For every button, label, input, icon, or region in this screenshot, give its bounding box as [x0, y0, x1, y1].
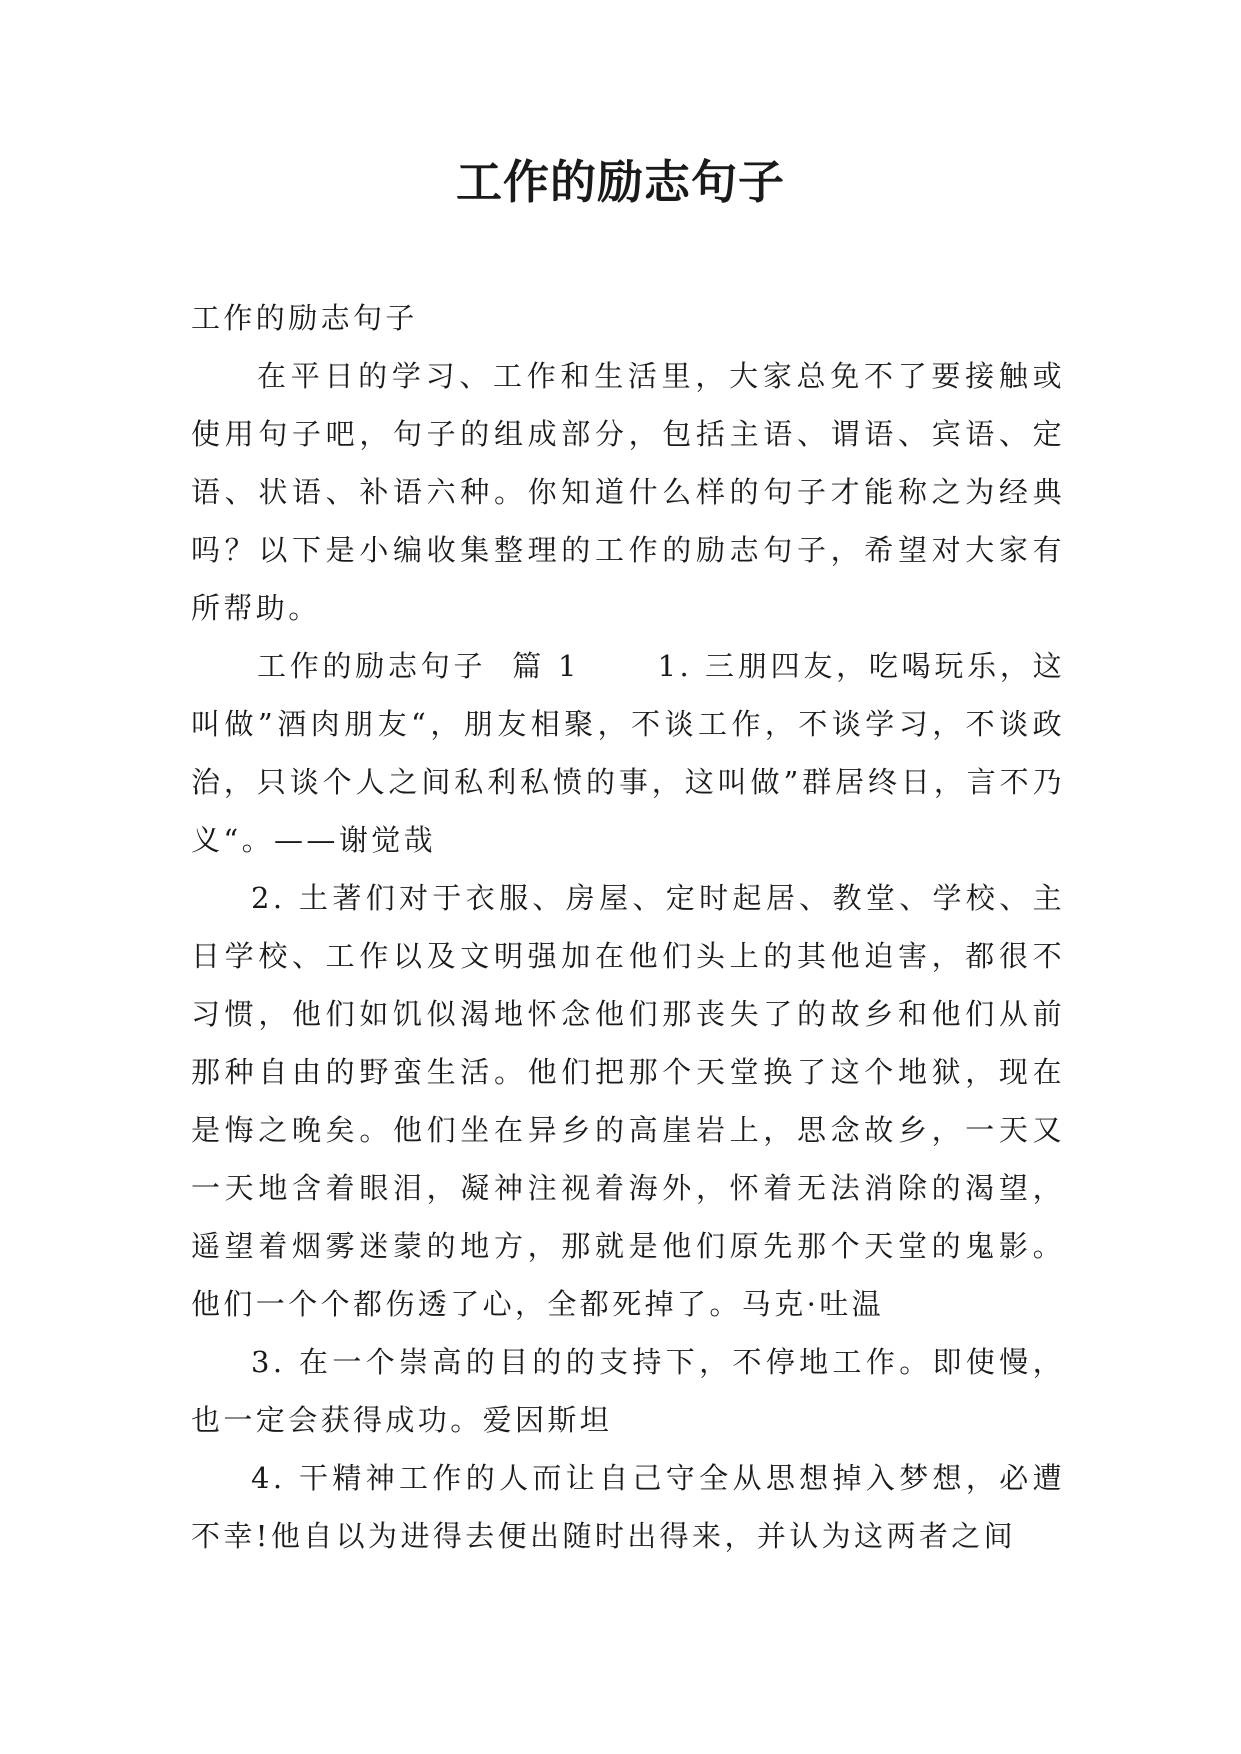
document-title: 工作的励志句子 [456, 155, 785, 209]
quote-paragraph-3: 3. 在一个崇高的目的的支持下，不停地工作。即使慢，也一定会获得成功。爱因斯坦 [191, 1345, 1065, 1437]
quote-paragraph-4: 4. 干精神工作的人而让自己守全从思想掉入梦想，必遭不幸!他自以为进得去便出随时出得来，并认为这两者之间 [191, 1461, 1065, 1553]
document-body [191, 289, 1065, 1565]
document-subtitle: 工作的励志句子 [191, 301, 418, 335]
intro-paragraph: 在平日的学习、工作和生活里，大家总免不了要接触或使用句子吧，句子的组成部分，包括主语、谓语、宾语、定语、状语、补语六种。你知道什么样的句子才能称之为经典吗？以下是小编收集整理的工作的励志句子，希望对大家有所帮助。 [191, 359, 1065, 625]
quote-paragraph-2: 2. 土著们对于衣服、房屋、定时起居、教堂、学校、主日学校、工作以及文明强加在他们头上的其他迫害，都很不习惯，他们如饥似渴地怀念他们那丧失了的故乡和他们从前那种自由的野蛮生活。他们把那个天堂换了这个地狱，现在是悔之晚矣。他们坐在异乡的高崖岩上，思念故乡，一天又一天地含着眼泪，凝神注视着海外，怀着无法消除的渴望，遥望着烟雾迷蒙的地方，那就是他们原先那个天堂的鬼影。他们一个个都伤透了心，全都死掉了。马克·吐温 [191, 881, 1065, 1321]
quote-paragraph-1: 工作的励志句子 篇 1 1. 三朋四友，吃喝玩乐，这叫做”酒肉朋友“，朋友相聚，不谈工作，不谈学习，不谈政治，只谈个人之间私利私愤的事，这叫做”群居终日，言不乃义“。——谢觉哉 [191, 649, 1065, 857]
